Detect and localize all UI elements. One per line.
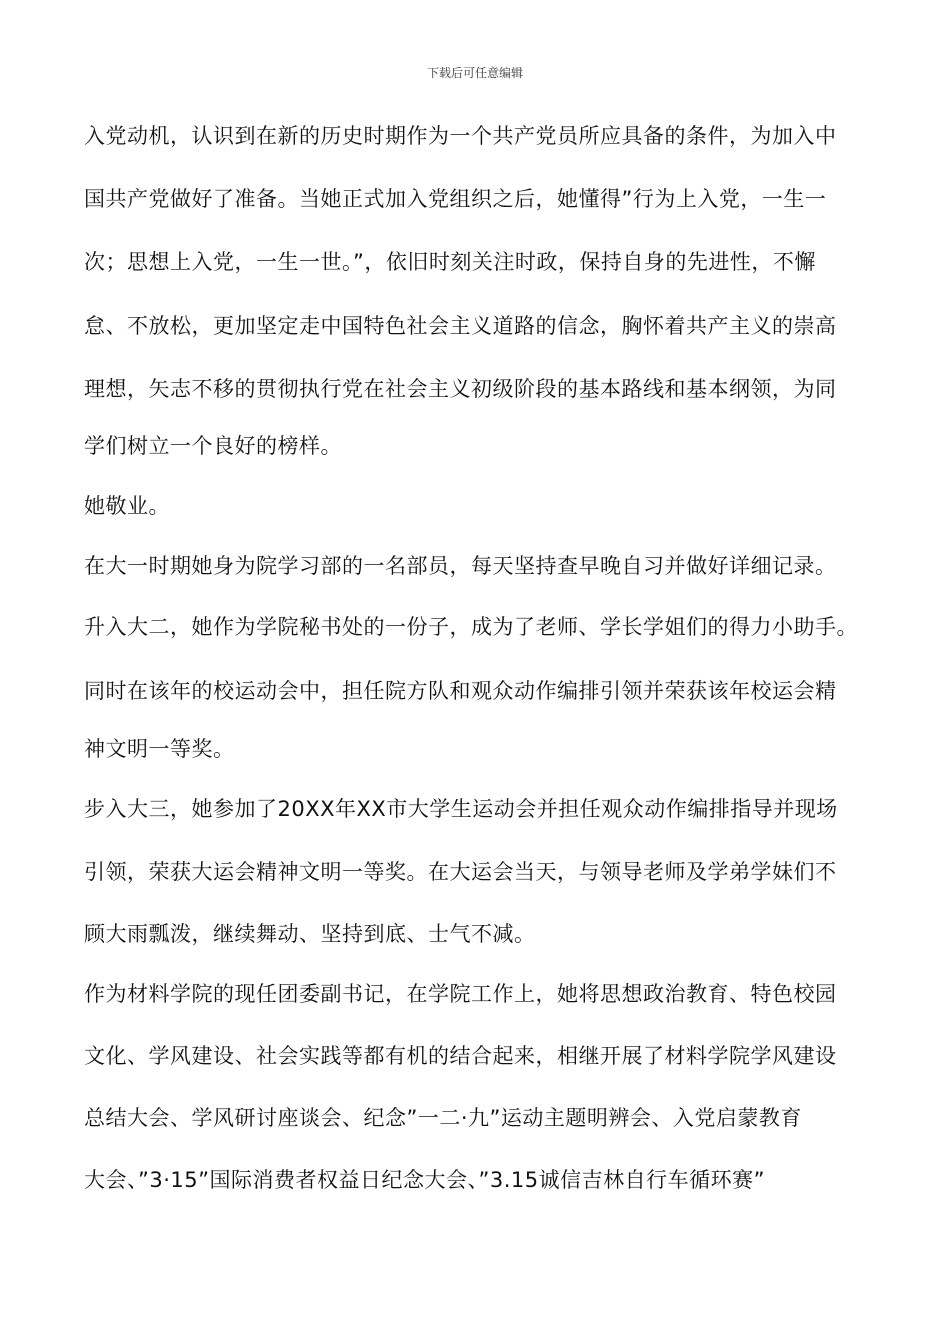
text-line: 作为材料学院的现任团委副书记，在学院工作上，她将思想政治教育、特色校园 <box>84 982 837 1006</box>
text-line: 在大一时期她身为院学习部的一名部员，每天坚持查早晚自习并做好详细记录。 <box>84 554 837 578</box>
text-line: 总结大会、学风研讨座谈会、纪念”一二·九”运动主题明辨会、入党启蒙教育 <box>84 1106 802 1130</box>
text-line: 学们树立一个良好的榜样。 <box>84 434 342 458</box>
text-line: 步入大三，她参加了20XX年XX市大学生运动会并担任观众动作编排指导并现场 <box>84 797 838 821</box>
page-header: 下载后可任意编辑 <box>426 66 523 80</box>
text-line: 同时在该年的校运动会中，担任院方队和观众动作编排引领并荣获该年校运会精 <box>84 679 837 703</box>
text-line: 引领，荣获大运会精神文明一等奖。在大运会当天，与领导老师及学弟学妹们不 <box>84 860 837 884</box>
text-line: 她敬业。 <box>84 494 170 518</box>
text-line: 国共产党做好了准备。当她正式加入党组织之后，她懂得”行为上入党，一生一 <box>84 187 827 211</box>
text-line: 神文明一等奖。 <box>84 737 235 761</box>
text-line: 升入大二，她作为学院秘书处的一份子，成为了老师、学长学姐们的得力小助手。 <box>84 615 858 639</box>
text-line: 大会、”3·15”国际消费者权益日纪念大会、”3.15诚信吉林自行车循环赛” <box>84 1168 766 1192</box>
text-line: 入党动机，认识到在新的历史时期作为一个共产党员所应具备的条件，为加入中 <box>84 124 837 148</box>
text-line: 次；思想上入党，一生一世。”，依旧时刻关注时政，保持自身的先进性，不懈 <box>84 250 816 274</box>
text-line: 理想，矢志不移的贯彻执行党在社会主义初级阶段的基本路线和基本纲领，为同 <box>84 377 837 401</box>
text-line: 文化、学风建设、社会实践等都有机的结合起来，相继开展了材料学院学风建设 <box>84 1044 837 1068</box>
text-line: 顾大雨瓢泼，继续舞动、坚持到底、士气不减。 <box>84 922 536 946</box>
text-line: 怠、不放松，更加坚定走中国特色社会主义道路的信念，胸怀着共产主义的崇高 <box>84 314 837 338</box>
